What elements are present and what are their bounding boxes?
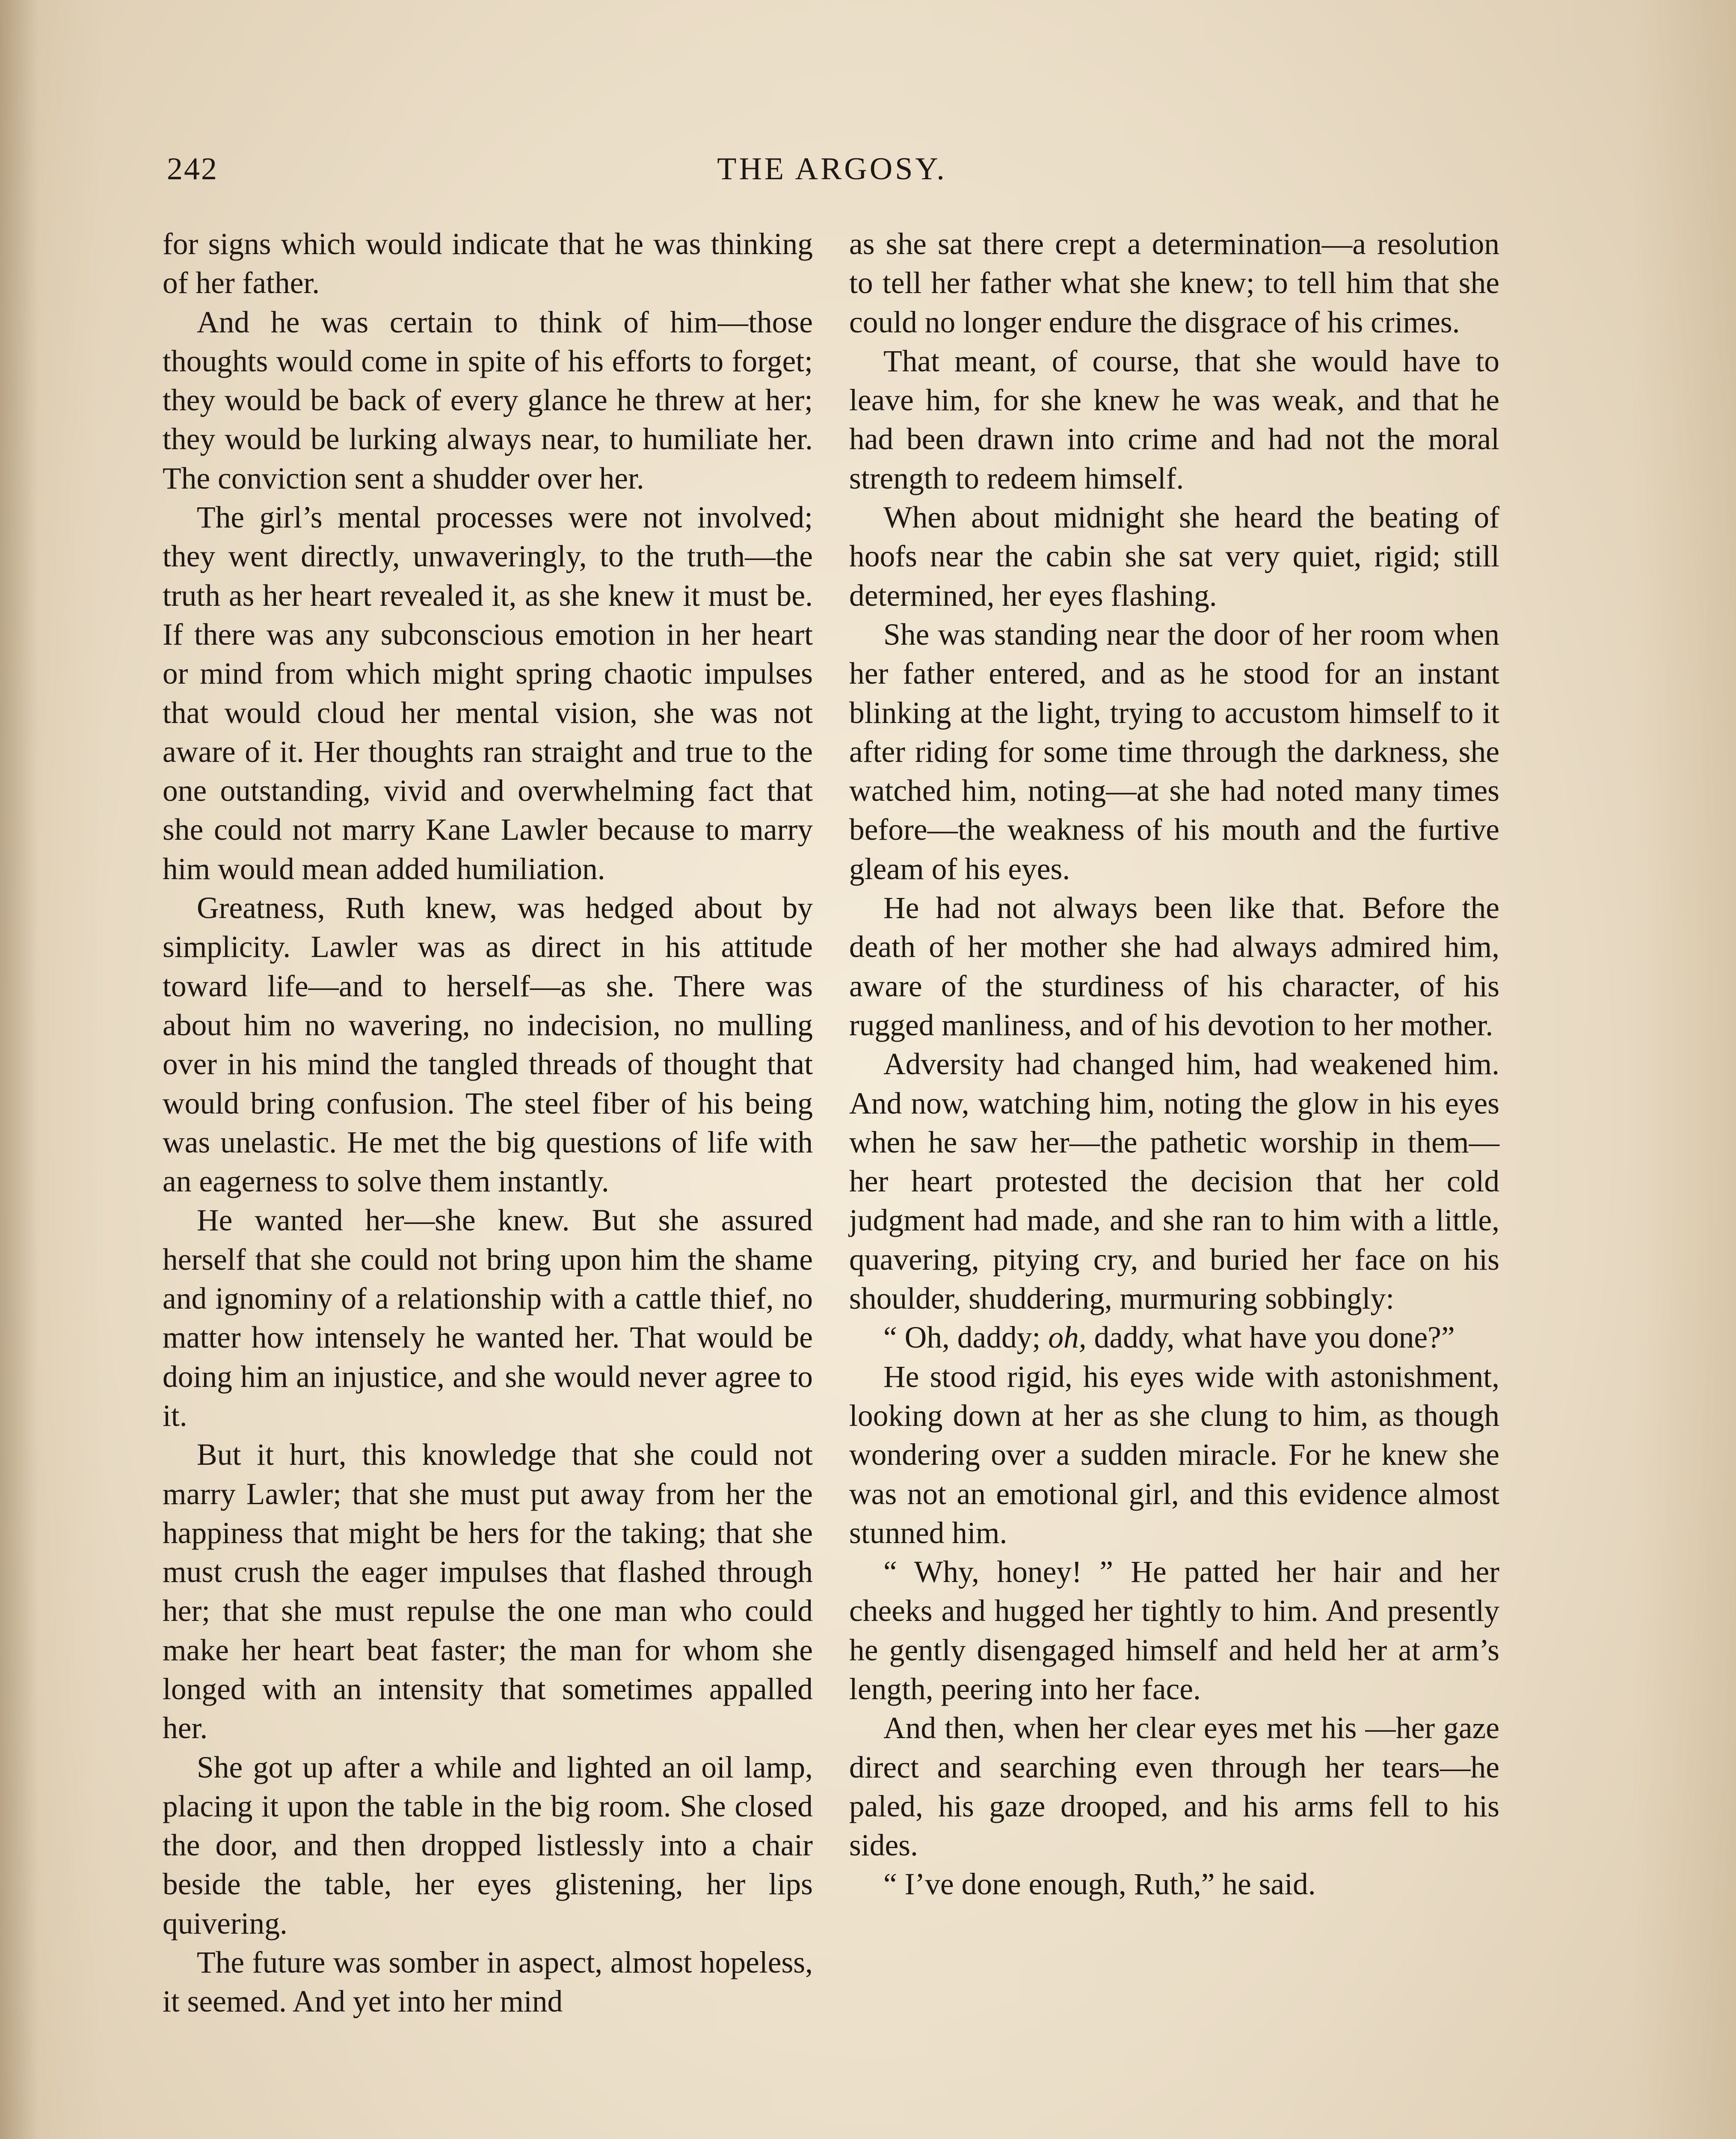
paragraph: Adversity had changed him, had weakened him. And now, watching him, noting the glow in his eyes when he saw her—the pathetic worship in them—her heart protested the decision that her cold judgment had made, and she ran to him with a little, quavering, pitying cry, and buried her face on his shoulder, shuddering, murmuring sobbingly: [849, 1047, 1499, 1316]
left-column [163, 225, 813, 2021]
paragraph: The future was somber in aspect, almost hopeless, it seemed. And yet into her mind [163, 1946, 813, 2019]
paragraph: And then, when her clear eyes met his —her gaze direct and searching even through her tears—he paled, his gaze drooped, and his arms fell to his sides. [849, 1711, 1499, 1863]
page-number: 242 [167, 151, 218, 187]
paragraph: And he was certain to think of him—those thoughts would come in spite of his efforts to forget; they would be back of every glance he threw at her; they would be lurking always near, to humiliate her. The conviction sent a shudder over her. [163, 305, 813, 495]
magazine-title: THE ARGOSY. [717, 151, 947, 187]
paragraph: “ Why, honey! ” He patted her hair and her cheeks and hugged her tightly to him. And presently he gently disengaged himself and held her at arm’s length, peering into her face. [849, 1555, 1499, 1706]
spine-shadow [0, 0, 39, 2139]
paragraph: “ I’ve done enough, Ruth,” he said. [883, 1867, 1316, 1902]
paragraph: Greatness, Ruth knew, was hedged about by simplicity. Lawler was as direct in his attitude toward life—and to herself—as she. There was about him no wavering, no indecision, no mulling over in his mind the tangled threads of thought that would bring confusion. The steel fiber of his being was unelastic. He met the big questions of life with an eagerness to solve them instantly. [163, 891, 813, 1199]
paragraph: He had not always been like that. Before the death of her mother she had always admired him, aware of the sturdiness of his character, of his rugged manliness, and of his devotion to her mother. [849, 891, 1499, 1042]
emphasized-word: oh, [1048, 1321, 1087, 1355]
dialogue-paragraph [849, 1318, 1499, 1357]
paragraph: She was standing near the door of her room when her father entered, and as he stood for an instant blinking at the light, trying to accustom himself to it after riding for some time through the darkness, she watched him, noting—at she had noted many times before—the weakness of his mouth and the furtive gleam of his eyes. [849, 617, 1499, 886]
right-column [849, 225, 1499, 1904]
paragraph: When about midnight she heard the beating of hoofs near the cabin she sat very quiet, rigid; still determined, her eyes flashing. [849, 501, 1499, 613]
paragraph: She got up after a while and lighted an oil lamp, placing it upon the table in the big room. She closed the door, and then dropped listlessly into a chair beside the table, her eyes glistening, her lips quivering. [163, 1750, 813, 1941]
running-head [167, 141, 1497, 197]
paragraph: for signs which would indicate that he was thinking of her father. [163, 227, 813, 300]
paragraph: He stood rigid, his eyes wide with astonishment, looking down at her as she clung to him, as though wondering over a sudden miracle. For he knew she was not an emotional girl, and this evidence almost stunned him. [849, 1360, 1499, 1550]
paragraph: The girl’s mental processes were not involved; they went directly, unwaveringly, to the truth—the truth as her heart revealed it, as she knew it must be. If there was any subconscious emotion in her heart or mind from which might spring chaotic impulses that would cloud her mental vision, she was not aware of it. Her thoughts ran straight and true to the one outstanding, vivid and overwhelming fact that she could not marry Kane Lawler because to marry him would mean added humiliation. [163, 501, 813, 886]
paragraph: But it hurt, this knowledge that she could not marry Lawler; that she must put away from her the happiness that might be hers for the taking; that she must crush the eager impulses that flashed through her; that she must repulse the one man who could make her heart beat faster; the man for whom she longed with an intensity that sometimes appalled her. [163, 1438, 813, 1745]
paragraph: He wanted her—she knew. But she assured herself that she could not bring upon him the shame and ignominy of a relationship with a cattle thief, no matter how intensely he wanted her. That would be doing him an injustice, and she would never agree to it. [163, 1203, 813, 1433]
dialogue-text: daddy, what have you done?” [1086, 1321, 1455, 1355]
paragraph: That meant, of course, that she would have to leave him, for she knew he was weak, and that he had been drawn into crime and had not the moral strength to redeem himself. [849, 344, 1499, 495]
dialogue-text: “ Oh, daddy; [883, 1321, 1049, 1355]
paragraph: as she sat there crept a determination—a resolution to tell her father what she knew; to tell him that she could no longer endure the disgrace of his crimes. [849, 227, 1499, 339]
